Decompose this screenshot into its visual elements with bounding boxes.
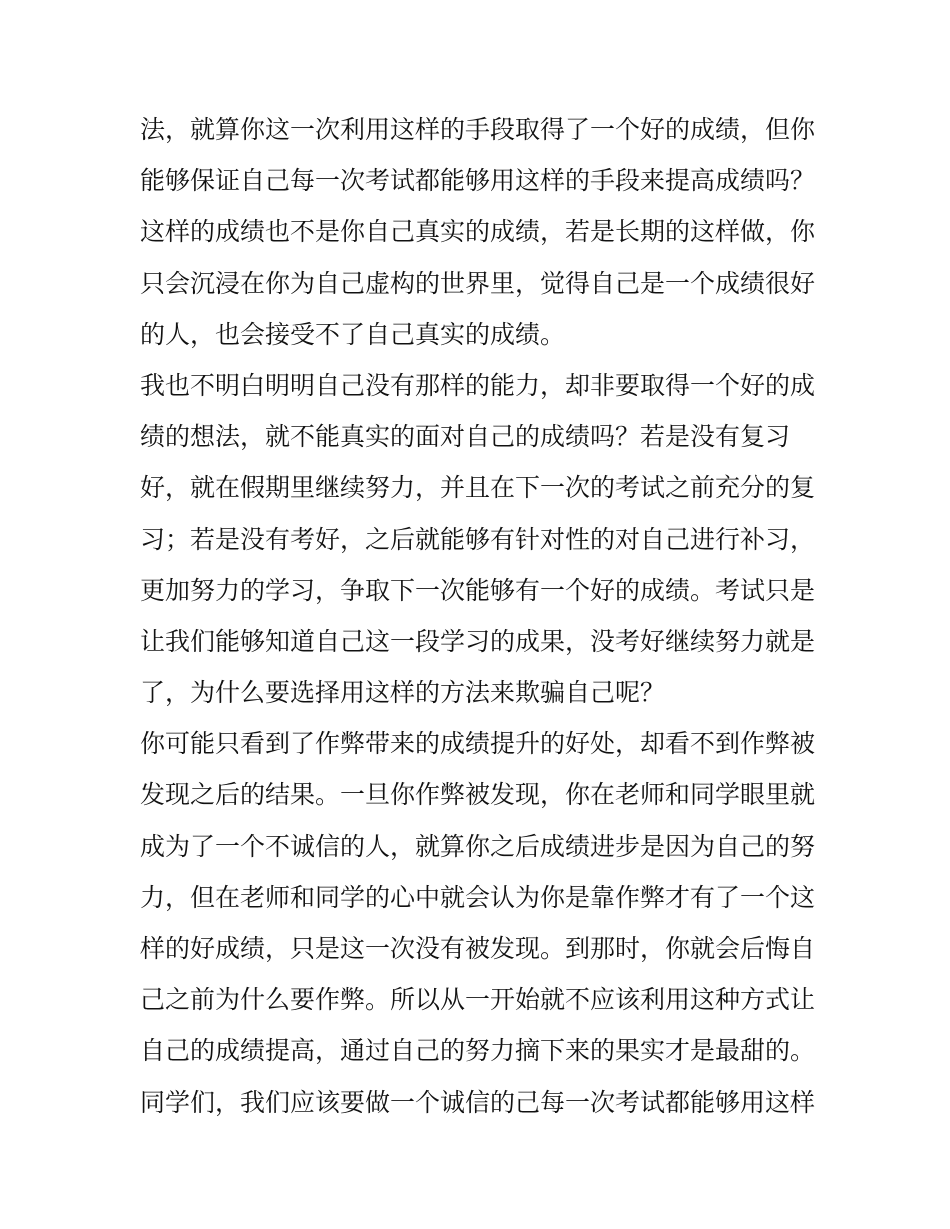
text-line: 这样的成绩也不是你自己真实的成绩，若是长期的这样做，你 — [140, 217, 816, 247]
text-line: 绩的想法，就不能真实的面对自己的成绩吗？若是没有复习 — [140, 422, 791, 452]
text-line: 只会沉浸在你为自己虚构的世界里，觉得自己是一个成绩很好 — [140, 268, 816, 298]
text-line: 发现之后的结果。一旦你作弊被发现，你在老师和同学眼里就 — [140, 780, 816, 810]
text-line: 能够保证自己每一次考试都能够用这样的手段来提高成绩吗？ — [140, 166, 816, 196]
text-line: 样的好成绩，只是这一次没有被发现。到那时，你就会后悔自 — [140, 934, 816, 963]
text-line: 同学们，我们应该要做一个诚信的己每一次考试都能够用这样 — [140, 1087, 816, 1117]
text-line: 习；若是没有考好，之后就能够有针对性的对自己进行补习， — [140, 524, 816, 554]
text-line: 力，但在老师和同学的心中就会认为你是靠作弊才有了一个这 — [140, 882, 816, 912]
text-line: 己之前为什么要作弊。所以从一开始就不应该利用这种方式让 — [140, 985, 816, 1015]
text-line: 成为了一个不诚信的人，就算你之后成绩进步是因为自己的努 — [140, 831, 816, 861]
text-line: 了，为什么要选择用这样的方法来欺骗自己呢？ — [140, 678, 666, 708]
text-line: 更加努力的学习，争取下一次能够有一个好的成绩。考试只是 — [140, 575, 816, 605]
text-line: 让我们能够知道自己这一段学习的成果，没考好继续努力就是 — [140, 626, 816, 656]
text-line: 法，就算你这一次利用这样的手段取得了一个好的成绩，但你 — [140, 115, 816, 144]
text-line: 好，就在假期里继续努力，并且在下一次的考试之前充分的复 — [140, 473, 816, 503]
text-line: 自己的成绩提高，通过自己的努力摘下来的果实才是最甜的。 — [140, 1036, 816, 1066]
text-line: 的人，也会接受不了自己真实的成绩。 — [140, 319, 566, 349]
text-line: 我也不明白明明自己没有那样的能力，却非要取得一个好的成 — [140, 370, 816, 400]
body-text — [140, 104, 820, 1128]
text-line: 你可能只看到了作弊带来的成绩提升的好处，却看不到作弊被 — [140, 729, 816, 759]
